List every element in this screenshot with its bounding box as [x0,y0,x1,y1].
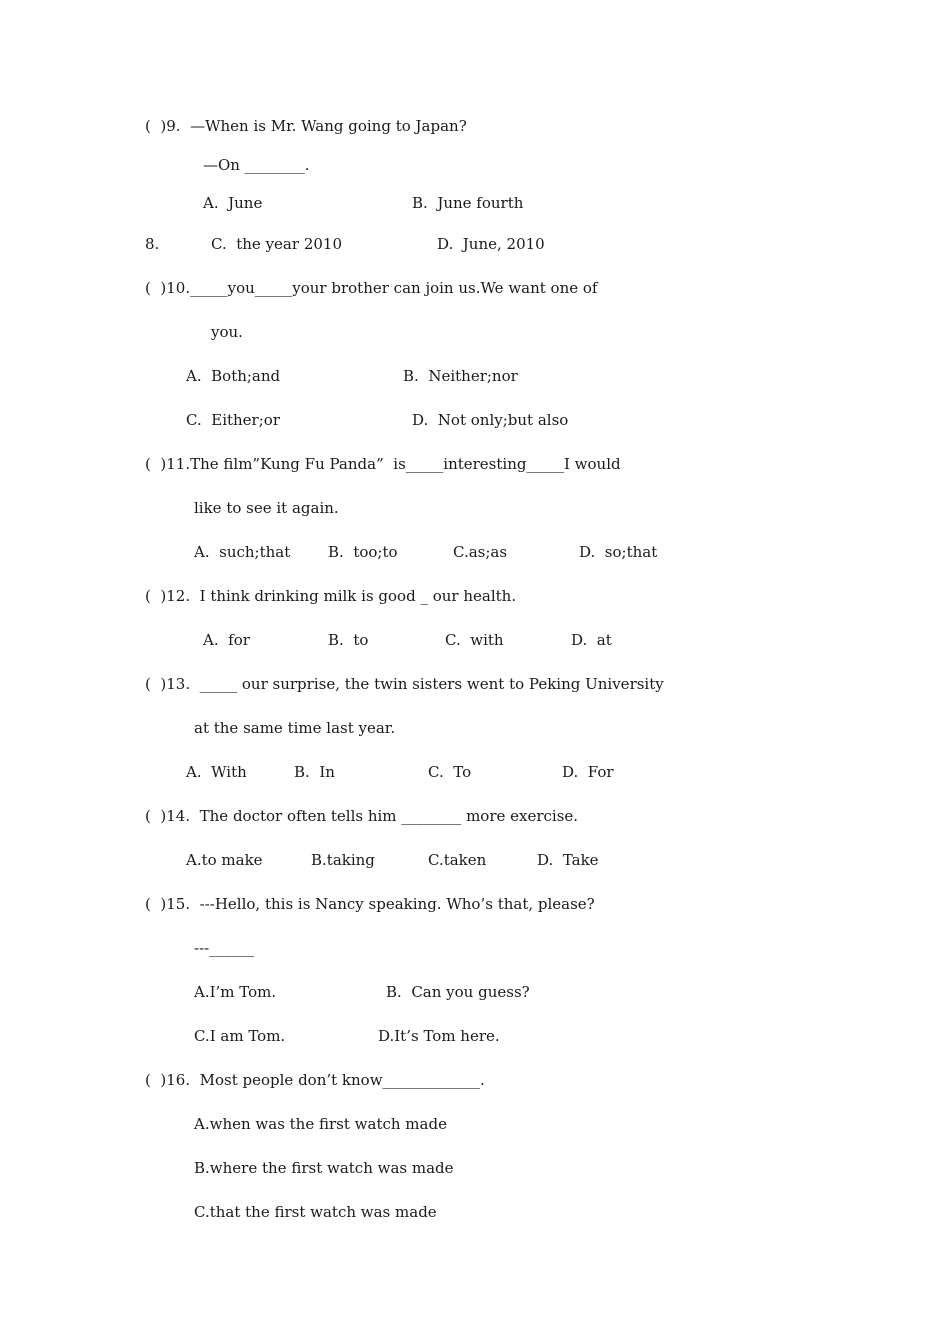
question-13-option-d: D. For [562,763,614,781]
question-13-option-a: A. With [186,763,247,781]
question-15-stem: ( )15. ---Hello, this is Nancy speaking. Who’s that, please? [145,895,595,913]
question-14-option-b: B.taking [311,851,375,869]
question-16-option-b: B.where the first watch was made [194,1159,454,1177]
margin-number: 8. [145,235,160,253]
question-10-stem-cont: you. [211,323,243,341]
question-12-option-c: C. with [445,631,504,649]
question-14-option-a: A.to make [186,851,263,869]
question-16-option-a: A.when was the first watch made [194,1115,447,1133]
question-11-option-d: D. so;that [579,543,658,561]
question-15-option-b: B. Can you guess? [386,983,530,1001]
question-9-stem: ( )9. —When is Mr. Wang going to Japan? [145,117,467,135]
question-16-stem: ( )16. Most people don’t know_____________. [145,1071,485,1089]
question-11-stem-cont: like to see it again. [194,499,339,517]
question-9-option-d: D. June, 2010 [437,235,545,253]
question-15-option-c: C.I am Tom. [194,1027,286,1045]
question-14-option-c: C.taken [428,851,487,869]
question-9-option-b: B. June fourth [412,194,524,212]
question-14-stem: ( )14. The doctor often tells him ________ more exercise. [145,807,579,825]
question-10-option-d: D. Not only;but also [412,411,569,429]
question-13-stem: ( )13. _____ our surprise, the twin sisters went to Peking University [145,675,664,693]
question-16-option-c: C.that the first watch was made [194,1203,437,1221]
question-9-option-a: A. June [203,194,263,212]
question-15-option-d: D.It’s Tom here. [378,1027,500,1045]
question-11-stem: ( )11.The film”Kung Fu Panda” is_____interesting_____I would [145,455,621,473]
question-10-option-c: C. Either;or [186,411,280,429]
question-13-stem-cont: at the same time last year. [194,719,396,737]
question-12-option-d: D. at [571,631,612,649]
question-10-stem: ( )10._____you_____your brother can join us.We want one of [145,279,598,297]
question-14-option-d: D. Take [537,851,599,869]
question-10-option-a: A. Both;and [186,367,281,385]
question-12-stem: ( )12. I think drinking milk is good _ our health. [145,587,517,605]
question-13-option-c: C. To [428,763,472,781]
question-12-option-a: A. for [203,631,250,649]
question-13-option-b: B. In [294,763,335,781]
question-11-option-a: A. such;that [194,543,291,561]
question-11-option-b: B. too;to [328,543,398,561]
question-9-option-c: C. the year 2010 [211,235,342,253]
question-10-option-b: B. Neither;nor [403,367,518,385]
question-15-answer-line: ---______ [194,939,255,957]
question-9-answer-line: —On ________. [203,156,310,174]
question-12-option-b: B. to [328,631,369,649]
question-11-option-c: C.as;as [453,543,508,561]
question-15-option-a: A.I’m Tom. [194,983,277,1001]
